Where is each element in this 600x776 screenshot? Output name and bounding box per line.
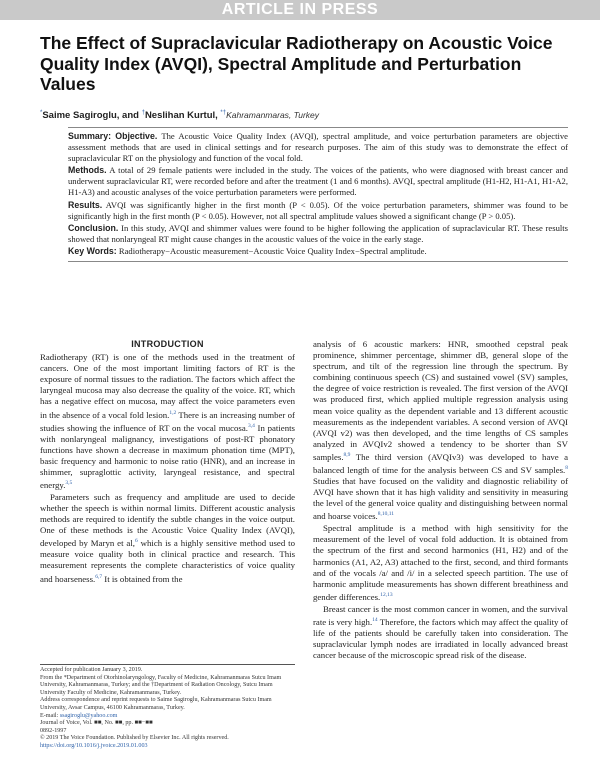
footnote-affiliations: From the *Department of Otorhinolaryngology, Faculty of Medicine, Kahramanmaras Sutcu Imam University, Kahramanmaras, Turkey; and the †Department of Radiation Oncology, Sutcu Imam University Faculty of Medicine, Kahramanmaras, Turkey. bbox=[40, 674, 282, 696]
paragraph-text: Radiotherapy (RT) is one of the methods used in the treatment of cancers. One of the most important limiting factors of RT is the exposure of normal tissues to the radiation. The factors which affect the laryngeal mucosa may also decrease the quality of the voice. RT, which has a negative effect on mucosa, may affect the voice parameters even in the absence of a vocal fold lesion. bbox=[40, 352, 295, 420]
abstract bbox=[68, 127, 568, 262]
conclusion-label: Conclusion. bbox=[68, 222, 119, 233]
citation-ref[interactable]: 3,4 bbox=[247, 422, 255, 429]
body-paragraph bbox=[40, 352, 295, 491]
affiliation: Kahramanmaras, Turkey bbox=[226, 110, 319, 121]
body-paragraph bbox=[40, 492, 295, 585]
citation-ref[interactable]: 1,2 bbox=[169, 409, 177, 416]
article-in-press-banner: ARTICLE IN PRESS bbox=[0, 0, 600, 20]
paragraph-text: which is a highly sensitive method used to measure voice quality both in clinical practice and research. This measurement represents the complete characteristics of voice quality and hoarseness. bbox=[40, 538, 295, 584]
email-label: E-mail: bbox=[40, 712, 60, 719]
paragraph-text: It is obtained from the bbox=[102, 573, 183, 584]
paragraph-text: There is an increasing number of studies showing the influence of RT on the vocal mucosa. bbox=[40, 409, 295, 433]
methods-label: Methods. bbox=[68, 165, 107, 176]
objective-label: Objective. bbox=[115, 131, 158, 141]
paragraph-text: Studies that have focused on the validity and diagnostic reliability of AVQI have shown that it has high validity and sensitivity in measuring the level of the general voice quality and distinguishing between normal and hoarse voices. bbox=[313, 475, 568, 522]
paragraph-text: analysis of 6 acoustic markers: HNR, smoothed cepstral peak prominence, shimmer percentage, shimmer dB, general slope of the spectrum, and tilt of the regression line through the spectrum. By combining continuous speech (CS) and sustained vowel (SV) samples, the degree of voice restriction is revealed. The first version of the AVQI was produced first, which applied multiple regression analysis using mean voice quality as the dependent variable and 13 different acoustic measurements as the independent variables. A second version of AVQI (AVQI v2) was then developed, and the time lengths of CS samples analyzed in AVQIv2 showed a tendency to be shorter than SV samples. bbox=[313, 339, 568, 462]
author-conjunction: and bbox=[119, 110, 142, 122]
footnote-address: Address correspondence and reprint requests to Saime Sagiroglu, Kahramanmaras Sutcu Imam University, Avsar Campus, 46100 Kahramanmaras, Turkey. bbox=[40, 697, 272, 711]
abstract-methods bbox=[68, 165, 568, 198]
keywords-text: Radiotherapy−Acoustic measurement−Acoustic Voice Quality Index−Spectral amplitude. bbox=[118, 245, 427, 256]
results-text: AVQI was significantly higher in the first month (P < 0.05). Of the voice perturbation parameters, shimmer was found to be significantly high in the first month (P < 0.05). However, not all spectral amplitude values showed a significant change (P > 0.05). bbox=[68, 199, 568, 221]
article-title: The Effect of Supraclavicular Radiotherapy on Acoustic Voice Quality Index (AVQI), Spectral Amplitude and Perturbation Values bbox=[40, 33, 553, 94]
left-column bbox=[40, 339, 295, 585]
footnotes bbox=[40, 664, 295, 751]
citation-ref[interactable]: 8,10,11 bbox=[377, 511, 395, 518]
affiliation-marker: *† bbox=[220, 110, 227, 116]
abstract-objective bbox=[68, 131, 568, 164]
summary-label: Summary: bbox=[68, 131, 112, 141]
paragraph-text: In patients with nonlaryngeal malignancy, investigations of post-RT phonatory functions have shown a decrease in maximum phonation time (MPT), basic frequency and harmonic to noise ratio (HNR), and an increase in shimmer, supraglottic activity, laryngeal resistance, and spectral energy. bbox=[40, 422, 295, 490]
abstract-conclusion bbox=[68, 223, 568, 245]
paragraph-text: Breast cancer is the most common cancer in women, and the survival rate is very high. bbox=[313, 603, 568, 627]
body-paragraph bbox=[313, 604, 568, 661]
doi-link[interactable]: https://doi.org/10.1016/j.jvoice.2019.01.003 bbox=[40, 742, 148, 749]
author-affiliation-marker: † bbox=[141, 110, 145, 116]
conclusion-text: In this study, AVQI and shimmer values were found to be higher following the application of supraclavicular RT. These results showed that nonlaryngeal RT might cause changes in the acoustic values of the voice in the early stage. bbox=[68, 222, 568, 244]
citation-ref[interactable]: 8 bbox=[565, 464, 568, 471]
body-paragraph bbox=[313, 339, 568, 522]
results-label: Results. bbox=[68, 199, 103, 210]
paragraph-text: Spectral amplitude is a method with high sensitivity for the measurement of the level of vocal fold adduction. It is obtained from the spectrum of the first and second harmonics (H1, H2) and of the harmonics (A1, A2, A3) attached to the first, second, and third formants and of the vocals /a/ and /i/ in a selected speech partition. The use of harmonic amplitude measurements has shown different breathiness and gender differences. bbox=[313, 523, 568, 602]
footnote-copyright: © 2019 The Voice Foundation. Published by Elsevier Inc. All rights reserved. bbox=[40, 735, 229, 742]
paragraph-text: Parameters such as frequency and amplitude are used to decide whether the speech is within normal limits. Different acoustic analysis methods are required to identify the subtle changes in the voice output. One of these methods is the Acoustic Voice Quality Index (AVQI), developed by Maryn et al, bbox=[40, 491, 295, 549]
paragraph-text: The third version (AVQIv3) was developed to have a balanced length of time for the analysis between CS and SV samples. bbox=[313, 451, 568, 475]
abstract-results bbox=[68, 200, 568, 222]
citation-ref[interactable]: 8,9 bbox=[343, 451, 351, 458]
citation-ref[interactable]: 12,13 bbox=[380, 591, 393, 598]
footnote-accepted: Accepted for publication January 3, 2019. bbox=[40, 667, 143, 673]
keywords-label: Key Words: bbox=[68, 245, 117, 256]
section-heading-introduction: INTRODUCTION bbox=[131, 339, 204, 349]
footnote-journal: Journal of Voice, Vol. ■■, No. ■■, pp. ■■−■■ bbox=[40, 720, 153, 727]
objective-text: The Acoustic Voice Quality Index (AVQI), spectral amplitude, and voice perturbation parameters are objective assessment methods that are used in clinical settings and for research purposes. The aim of this study was to demonstrate the effect of supraclavicular RT on the physiology and function of the vocal fold. bbox=[68, 131, 568, 164]
paragraph-text: Therefore, the factors which may affect the quality of life of the patients should be carefully taken into consideration. The supraclavicular lymph nodes are irradiated in locally advanced breast cancer because of the microscopic spread risk of the disease. bbox=[313, 616, 568, 661]
citation-ref[interactable]: 14 bbox=[372, 616, 378, 623]
citation-ref[interactable]: 3,5 bbox=[65, 479, 73, 486]
author-line bbox=[40, 107, 560, 122]
author-name[interactable]: Neslihan Kurtul, bbox=[144, 110, 218, 122]
citation-ref[interactable]: 6 bbox=[134, 538, 138, 545]
author-affiliation-marker: * bbox=[40, 110, 43, 116]
footnote-issn: 0892-1997 bbox=[40, 727, 67, 734]
citation-ref[interactable]: 6,7 bbox=[95, 573, 103, 580]
email-link[interactable]: ssagiroglu@yahoo.com bbox=[59, 712, 118, 719]
right-column bbox=[313, 339, 568, 661]
body-paragraph bbox=[313, 523, 568, 603]
author-name[interactable]: Saime Sagiroglu, bbox=[42, 110, 120, 122]
methods-text: A total of 29 female patients were included in the study. The voices of the patients, who were diagnosed with breast cancer and underwent supraclavicular RT, were recorded before and after the treatment (1 and 6 months). AVQI, spectral amplitude (H1-H2, H1-A1, H1-A2, H1-A3) and acoustic analyses of the voice perturbation parameters were performed. bbox=[68, 165, 568, 198]
abstract-keywords bbox=[68, 246, 568, 257]
